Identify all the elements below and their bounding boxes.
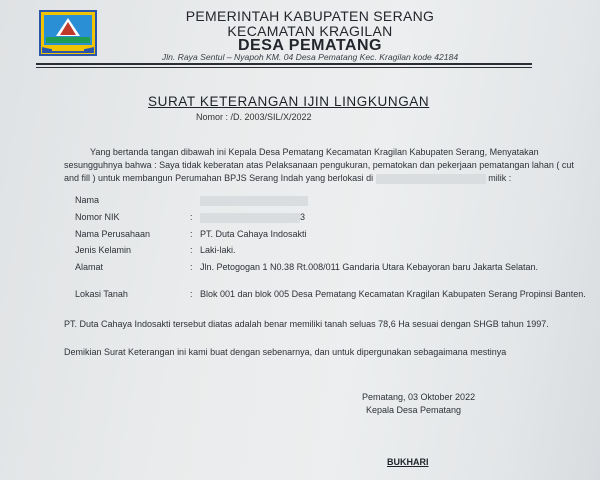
redacted-nik	[200, 213, 300, 223]
field-label-perusahaan: Nama Perusahaan	[75, 229, 151, 239]
field-colon-perusahaan: :	[190, 229, 193, 239]
field-value-perusahaan: PT. Duta Cahaya Indosakti	[200, 229, 307, 239]
letter-number: Nomor : /D. 2003/SIL/X/2022	[196, 112, 312, 122]
field-label-alamat: Alamat	[75, 262, 104, 272]
letterhead-address: Jln. Raya Sentul – Nyapoh KM. 04 Desa Pematang Kec. Kragilan kode 42184	[161, 52, 459, 62]
redacted-name	[200, 196, 308, 206]
letterhead-district: KECAMATAN KRAGILAN	[227, 23, 393, 39]
closing-paragraph: Demikian Surat Keterangan ini kami buat dengan sebenarnya, dan untuk dipergunakan sebagaimana mestinya	[64, 347, 507, 357]
field-colon-alamat: :	[190, 262, 193, 272]
field-colon-lokasi-tanah: :	[190, 289, 193, 299]
ownership-paragraph: PT. Duta Cahaya Indosakti tersebut diatas adalah benar memiliki tanah seluas 78,6 Ha sesuai dengan SHGB tahun 1997.	[64, 319, 549, 329]
field-value-lokasi-tanah: Blok 001 dan blok 005 Desa Pematang Kecamatan Kragilan Kabupaten Serang Propinsi Banten.	[200, 289, 586, 299]
field-value-alamat: Jln. Petogogan 1 N0.38 Rt.008/011 Gandaria Utara Kebayoran baru Jakarta Selatan.	[200, 262, 539, 272]
nik-visible-digit: 3	[300, 212, 306, 222]
field-label-lokasi-tanah: Lokasi Tanah	[75, 289, 128, 299]
letterhead-rule-thin	[36, 67, 532, 68]
letter-title: SURAT KETERANGAN IJIN LINGKUNGAN	[148, 94, 430, 109]
field-colon-nik: :	[190, 212, 193, 222]
signature-place-date: Pematang, 03 Oktober 2022	[362, 392, 476, 402]
opening-text: Yang bertanda tangan dibawah ini Kepala Desa Pematang Kecamatan Kragilan Kabupaten Serang, Menyatakan sesungguhnya bahwa : Saya tidak keberatan atas Pelaksanaan pengukuran, pematokan dan pekerjaan pematangan lahan ( cut and fill ) untuk membangun Perumahan BPJS Serang Indah yang berlokasi di	[64, 147, 574, 183]
field-value-nik	[200, 212, 590, 223]
field-value-nama	[200, 195, 590, 206]
field-label-jenis-kelamin: Jenis Kelamin	[75, 245, 132, 255]
regency-crest-emblem	[38, 10, 98, 58]
letterhead-village: DESA PEMATANG	[238, 37, 382, 54]
signature-name: BUKHARI	[387, 457, 429, 467]
opening-paragraph	[64, 146, 584, 185]
field-value-jenis-kelamin: Laki-laki.	[200, 245, 236, 255]
signature-role: Kepala Desa Pematang	[366, 405, 462, 415]
letterhead-government: PEMERINTAH KABUPATEN SERANG	[185, 8, 435, 24]
field-label-nik: Nomor NIK	[75, 212, 120, 222]
field-label-nama: Nama	[75, 195, 100, 205]
opening-text-end: milik :	[488, 173, 512, 183]
redacted-location	[376, 174, 486, 184]
field-colon-jenis-kelamin: :	[190, 245, 193, 255]
letterhead-rule-thick	[36, 63, 532, 65]
